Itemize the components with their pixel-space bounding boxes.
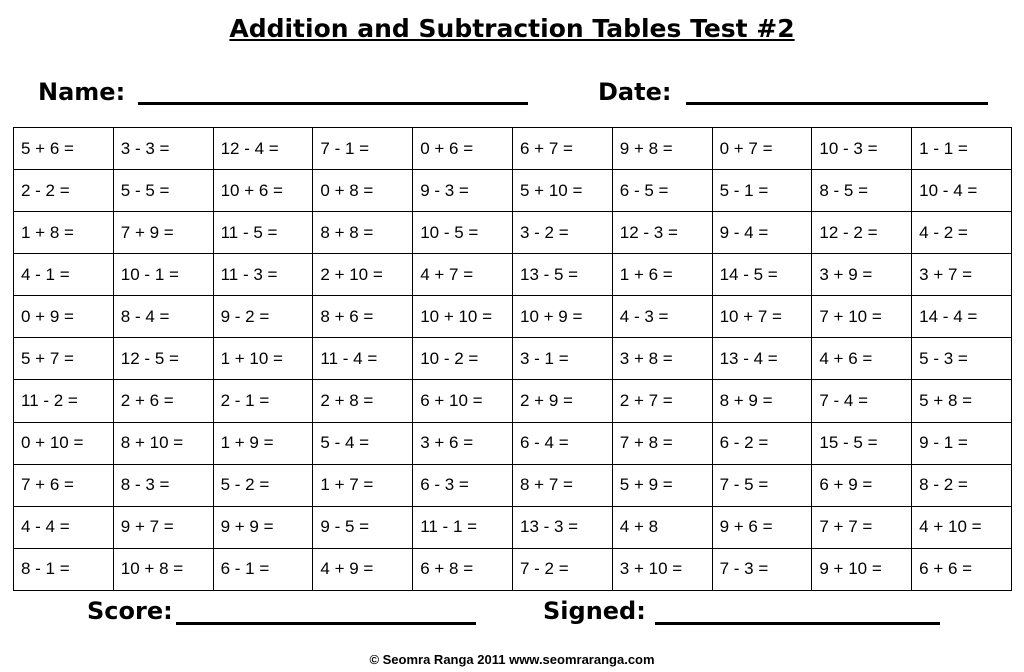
score-line: [176, 622, 476, 625]
problem-cell: 11 - 1 =: [413, 506, 513, 548]
problem-cell: 11 - 3 =: [213, 254, 313, 296]
problem-cell: 10 + 8 =: [113, 548, 213, 590]
signed-line: [655, 622, 940, 625]
name-line: [138, 102, 528, 105]
problem-cell: 3 + 6 =: [413, 422, 513, 464]
problem-cell: 8 - 5 =: [812, 170, 912, 212]
problem-cell: 5 - 1 =: [712, 170, 812, 212]
problem-cell: 8 + 7 =: [512, 464, 612, 506]
problem-cell: 11 - 2 =: [14, 380, 114, 422]
problem-cell: 4 + 9 =: [313, 548, 413, 590]
problem-cell: 5 + 10 =: [512, 170, 612, 212]
problem-cell: 10 + 10 =: [413, 296, 513, 338]
problem-cell: 11 - 5 =: [213, 212, 313, 254]
problem-cell: 8 + 8 =: [313, 212, 413, 254]
problem-cell: 0 + 7 =: [712, 128, 812, 170]
problem-cell: 7 + 8 =: [612, 422, 712, 464]
problem-cell: 15 - 5 =: [812, 422, 912, 464]
date-line: [686, 102, 988, 105]
problem-cell: 4 + 8: [612, 506, 712, 548]
problem-cell: 9 + 10 =: [812, 548, 912, 590]
problem-cell: 6 - 1 =: [213, 548, 313, 590]
table-row: [14, 254, 1012, 296]
problem-cell: 4 + 7 =: [413, 254, 513, 296]
problem-cell: 8 - 1 =: [14, 548, 114, 590]
problem-cell: 5 + 7 =: [14, 338, 114, 380]
problem-cell: 13 - 4 =: [712, 338, 812, 380]
problem-cell: 7 - 1 =: [313, 128, 413, 170]
problem-cell: 0 + 6 =: [413, 128, 513, 170]
problem-cell: 10 - 4 =: [912, 170, 1012, 212]
problem-cell: 9 + 7 =: [113, 506, 213, 548]
table-row: [14, 548, 1012, 590]
problem-cell: 1 + 10 =: [213, 338, 313, 380]
problem-cell: 1 - 1 =: [912, 128, 1012, 170]
table-row: [14, 212, 1012, 254]
problem-cell: 6 + 9 =: [812, 464, 912, 506]
table-row: [14, 128, 1012, 170]
problem-cell: 8 + 9 =: [712, 380, 812, 422]
problem-cell: 2 + 10 =: [313, 254, 413, 296]
table-row: [14, 464, 1012, 506]
problem-cell: 10 + 9 =: [512, 296, 612, 338]
problem-cell: 13 - 5 =: [512, 254, 612, 296]
problem-cell: 7 + 7 =: [812, 506, 912, 548]
problem-cell: 6 - 2 =: [712, 422, 812, 464]
problem-cell: 7 + 9 =: [113, 212, 213, 254]
copyright-text: © Seomra Ranga 2011 www.seomraranga.com: [369, 652, 655, 667]
problem-cell: 12 - 4 =: [213, 128, 313, 170]
worksheet-title: Addition and Subtraction Tables Test #2: [229, 14, 795, 43]
problem-cell: 8 - 4 =: [113, 296, 213, 338]
problem-cell: 0 + 9 =: [14, 296, 114, 338]
problem-cell: 3 + 8 =: [612, 338, 712, 380]
problem-cell: 1 + 6 =: [612, 254, 712, 296]
problem-cell: 8 + 10 =: [113, 422, 213, 464]
problem-cell: 5 - 5 =: [113, 170, 213, 212]
problem-cell: 9 - 3 =: [413, 170, 513, 212]
problem-cell: 2 + 9 =: [512, 380, 612, 422]
problem-cell: 7 - 3 =: [712, 548, 812, 590]
problem-cell: 6 + 7 =: [512, 128, 612, 170]
problem-cell: 3 + 9 =: [812, 254, 912, 296]
problem-cell: 12 - 3 =: [612, 212, 712, 254]
problem-cell: 10 - 3 =: [812, 128, 912, 170]
problem-cell: 1 + 7 =: [313, 464, 413, 506]
table-row: [14, 422, 1012, 464]
problem-cell: 9 - 1 =: [912, 422, 1012, 464]
problem-cell: 5 - 4 =: [313, 422, 413, 464]
problem-cell: 4 - 4 =: [14, 506, 114, 548]
problem-cell: 0 + 8 =: [313, 170, 413, 212]
problem-cell: 6 - 3 =: [413, 464, 513, 506]
table-row: [14, 296, 1012, 338]
problem-cell: 5 - 3 =: [912, 338, 1012, 380]
problem-cell: 3 - 3 =: [113, 128, 213, 170]
problem-cell: 11 - 4 =: [313, 338, 413, 380]
problem-cell: 8 + 6 =: [313, 296, 413, 338]
problem-cell: 7 - 4 =: [812, 380, 912, 422]
table-row: [14, 170, 1012, 212]
problem-cell: 8 - 3 =: [113, 464, 213, 506]
problem-cell: 12 - 2 =: [812, 212, 912, 254]
problem-cell: 9 - 4 =: [712, 212, 812, 254]
signed-label: Signed:: [543, 597, 646, 625]
score-label: Score:: [87, 597, 173, 625]
problem-cell: 1 + 8 =: [14, 212, 114, 254]
problem-cell: 12 - 5 =: [113, 338, 213, 380]
problem-cell: 5 + 6 =: [14, 128, 114, 170]
problem-cell: 3 + 7 =: [912, 254, 1012, 296]
problem-cell: 1 + 9 =: [213, 422, 313, 464]
problem-cell: 9 + 8 =: [612, 128, 712, 170]
problems-table: [13, 127, 1012, 591]
problem-cell: 7 + 6 =: [14, 464, 114, 506]
problem-cell: 4 - 2 =: [912, 212, 1012, 254]
problem-cell: 4 + 6 =: [812, 338, 912, 380]
problem-cell: 3 - 1 =: [512, 338, 612, 380]
problem-cell: 6 - 5 =: [612, 170, 712, 212]
problem-cell: 4 + 10 =: [912, 506, 1012, 548]
problem-cell: 6 + 6 =: [912, 548, 1012, 590]
problem-cell: 7 - 2 =: [512, 548, 612, 590]
problem-cell: 9 - 2 =: [213, 296, 313, 338]
problem-cell: 6 - 4 =: [512, 422, 612, 464]
problem-cell: 2 - 1 =: [213, 380, 313, 422]
problem-cell: 8 - 2 =: [912, 464, 1012, 506]
problem-cell: 10 + 7 =: [712, 296, 812, 338]
problem-cell: 10 - 2 =: [413, 338, 513, 380]
problem-cell: 7 + 10 =: [812, 296, 912, 338]
problem-cell: 13 - 3 =: [512, 506, 612, 548]
problem-cell: 2 + 6 =: [113, 380, 213, 422]
table-row: [14, 380, 1012, 422]
problem-cell: 6 + 8 =: [413, 548, 513, 590]
problem-cell: 10 - 5 =: [413, 212, 513, 254]
problem-cell: 0 + 10 =: [14, 422, 114, 464]
problem-cell: 7 - 5 =: [712, 464, 812, 506]
problem-cell: 4 - 3 =: [612, 296, 712, 338]
problem-cell: 6 + 10 =: [413, 380, 513, 422]
problem-cell: 2 + 7 =: [612, 380, 712, 422]
problem-cell: 9 - 5 =: [313, 506, 413, 548]
problem-cell: 3 + 10 =: [612, 548, 712, 590]
problem-cell: 4 - 1 =: [14, 254, 114, 296]
table-row: [14, 506, 1012, 548]
problem-cell: 2 + 8 =: [313, 380, 413, 422]
problem-cell: 9 + 9 =: [213, 506, 313, 548]
problem-cell: 2 - 2 =: [14, 170, 114, 212]
problem-cell: 5 + 8 =: [912, 380, 1012, 422]
problem-cell: 14 - 5 =: [712, 254, 812, 296]
problem-cell: 10 + 6 =: [213, 170, 313, 212]
name-label: Name:: [38, 78, 126, 106]
date-label: Date:: [598, 78, 672, 106]
problem-cell: 10 - 1 =: [113, 254, 213, 296]
problem-cell: 14 - 4 =: [912, 296, 1012, 338]
problem-cell: 5 + 9 =: [612, 464, 712, 506]
table-row: [14, 338, 1012, 380]
problem-cell: 3 - 2 =: [512, 212, 612, 254]
problem-cell: 9 + 6 =: [712, 506, 812, 548]
problem-cell: 5 - 2 =: [213, 464, 313, 506]
